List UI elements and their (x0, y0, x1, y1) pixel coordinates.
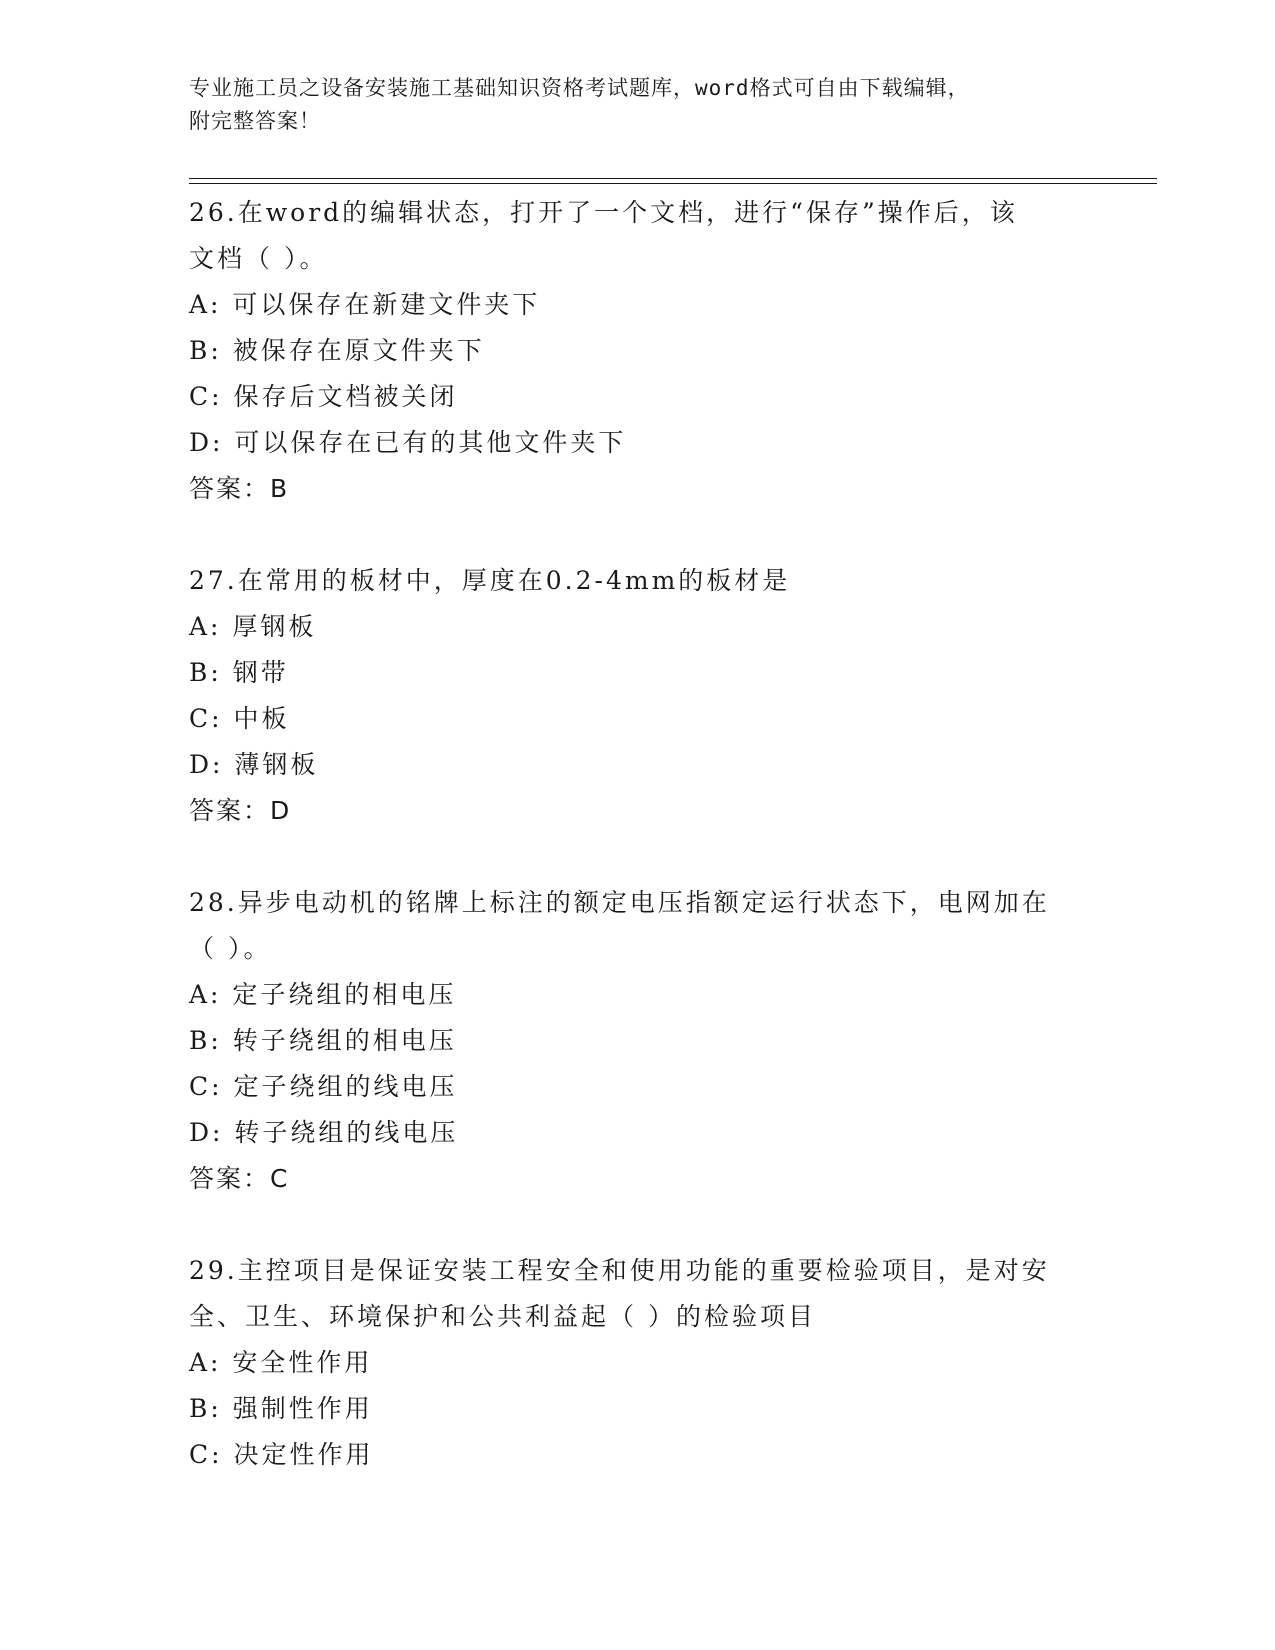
option-b: B: 被保存在原文件夹下 (189, 336, 485, 365)
question-29 (189, 1248, 1089, 1478)
header-divider-bottom (189, 183, 1157, 184)
option-d: D: 薄钢板 (189, 750, 319, 779)
option-b: B: 强制性作用 (189, 1394, 373, 1423)
option-a: A: 安全性作用 (189, 1348, 373, 1377)
answer: 答案：C (189, 1164, 290, 1193)
question-stem: 27.在常用的板材中，厚度在0.2-4mm的板材是 (189, 566, 791, 595)
question-28 (189, 880, 1089, 1202)
question-list (189, 190, 1089, 1478)
option-c: C: 定子绕组的线电压 (189, 1072, 458, 1101)
question-gap (189, 512, 1089, 558)
question-27 (189, 558, 1089, 834)
document-header (189, 72, 1089, 138)
question-stem: 29.主控项目是保证安装工程安全和使用功能的重要检验项目，是对安 (189, 1256, 1050, 1285)
option-a: A: 厚钢板 (189, 612, 317, 641)
option-d: D: 可以保存在已有的其他文件夹下 (189, 428, 627, 457)
header-divider-top (189, 178, 1157, 179)
question-gap (189, 1202, 1089, 1248)
question-stem: 28.异步电动机的铭牌上标注的额定电压指额定运行状态下，电网加在 (189, 888, 1050, 917)
header-line-1: 专业施工员之设备安装施工基础知识资格考试题库，word格式可自由下载编辑， (189, 76, 970, 100)
option-c: C: 决定性作用 (189, 1440, 374, 1469)
question-26 (189, 190, 1089, 512)
option-a: A: 定子绕组的相电压 (189, 980, 457, 1009)
option-a: A: 可以保存在新建文件夹下 (189, 290, 541, 319)
question-stem: 26.在word的编辑状态，打开了一个文档，进行“保存”操作后，该 (189, 198, 1018, 227)
question-stem-continued: （ ）。 (189, 934, 272, 963)
option-b: B: 转子绕组的相电压 (189, 1026, 457, 1055)
question-gap (189, 834, 1089, 880)
answer: 答案：D (189, 796, 292, 825)
question-stem-continued: 全、卫生、环境保护和公共利益起（ ）的检验项目 (189, 1302, 816, 1331)
answer: 答案：B (189, 474, 290, 503)
option-c: C: 中板 (189, 704, 290, 733)
option-b: B: 钢带 (189, 658, 289, 687)
header-line-2: 附完整答案！ (189, 109, 321, 133)
option-c: C: 保存后文档被关闭 (189, 382, 458, 411)
question-stem-continued: 文档（ ）。 (189, 244, 328, 273)
option-d: D: 转子绕组的线电压 (189, 1118, 459, 1147)
